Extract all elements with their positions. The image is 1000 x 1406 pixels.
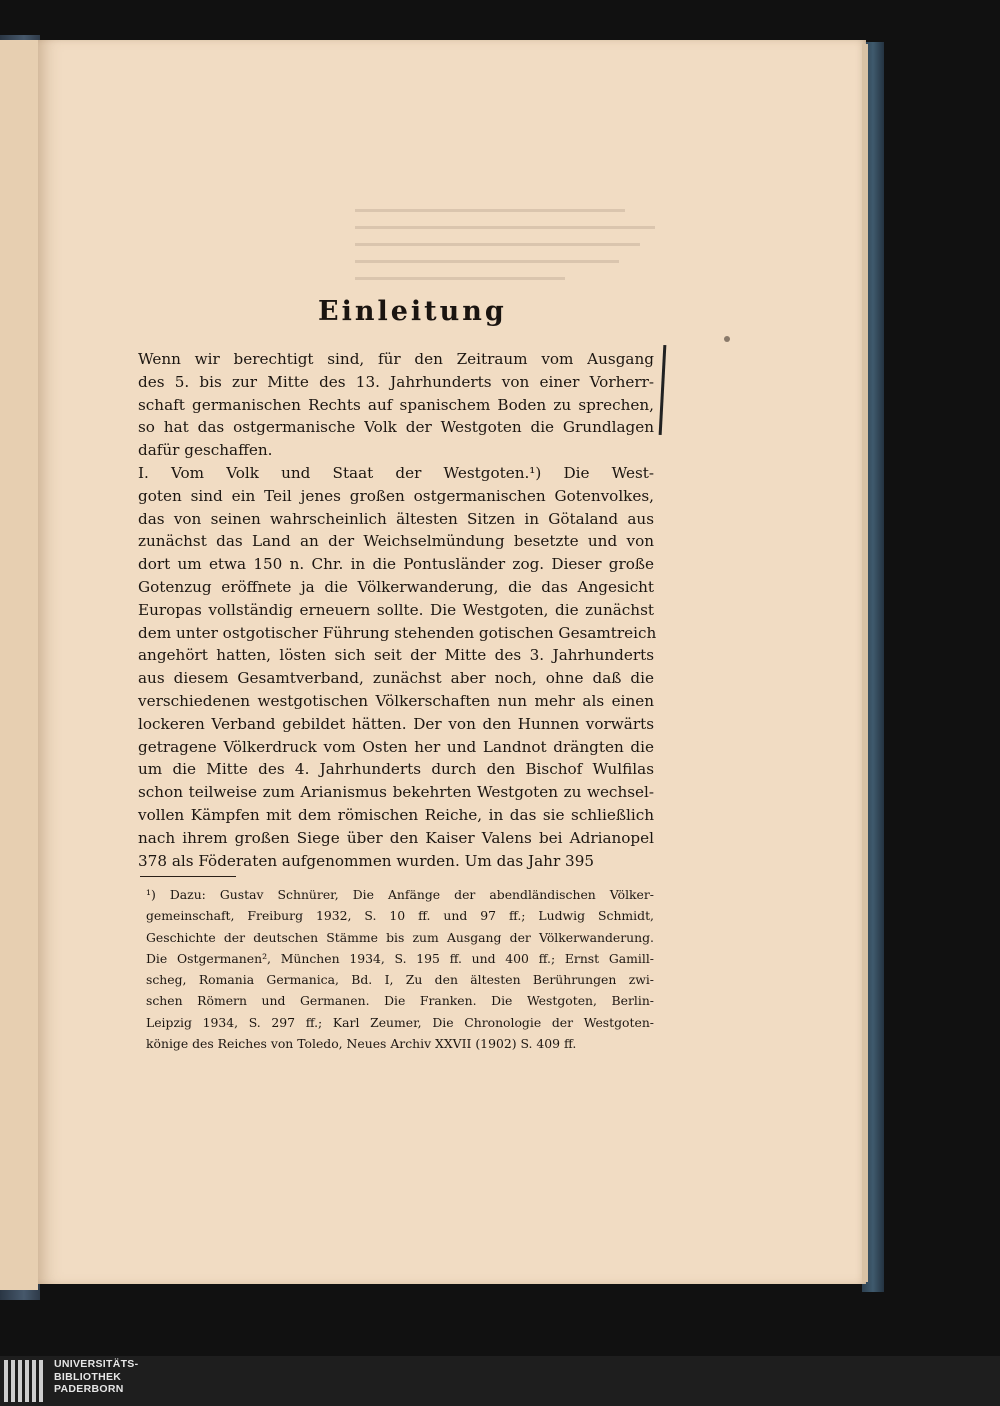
body-line: 378 als Föderaten aufgenommen wurden. Um das Jahr 395 bbox=[138, 851, 595, 870]
footnote-line: Leipzig 1934, S. 297 ff.; Karl Zeumer, Die Chronologie der Westgoten- bbox=[146, 1014, 654, 1030]
body-line: vollen Kämpfen mit dem römischen Reiche, in das sie schließlich bbox=[138, 805, 654, 824]
body-line: verschiedenen westgotischen Völkerschaften nun mehr als einen bbox=[138, 691, 654, 710]
page-fore-edge bbox=[862, 44, 868, 1282]
footnote-line: Geschichte der deutschen Stämme bis zum Ausgang der Völkerwanderung. bbox=[146, 929, 654, 945]
left-page-edge bbox=[0, 40, 38, 1290]
body-line: das von seinen wahrscheinlich ältesten Sitzen in Götaland aus bbox=[138, 509, 654, 528]
library-logo-text bbox=[54, 1358, 194, 1396]
library-logo-line: UNIVERSITÄTS- bbox=[54, 1358, 139, 1370]
footnote-line: scheg, Romania Germanica, Bd. I, Zu den ältesten Berührungen zwi- bbox=[146, 972, 654, 988]
body-line: Wenn wir berechtigt sind, für den Zeitraum vom Ausgang bbox=[138, 350, 654, 368]
library-logo-icon bbox=[4, 1360, 44, 1402]
body-line: zunächst das Land an der Weichselmündung besetzte und von bbox=[138, 532, 654, 551]
body-line: angehört hatten, lösten sich seit der Mitte des 3. Jahrhunderts bbox=[138, 646, 654, 665]
footnote-line: ¹) Dazu: Gustav Schnürer, Die Anfänge der abendländischen Völker- bbox=[146, 887, 654, 902]
body-line: dort um etwa 150 n. Chr. in die Pontusländer zog. Dieser große bbox=[138, 555, 654, 574]
body-line: des 5. bis zur Mitte des 13. Jahrhunderts von einer Vorherr- bbox=[138, 372, 654, 391]
chapter-title: Einleitung bbox=[318, 296, 507, 327]
body-line: goten sind ein Teil jenes großen ostgermanischen Gotenvolkes, bbox=[138, 486, 654, 505]
footnote-line: schen Römern und Germanen. Die Franken. Die Westgoten, Berlin- bbox=[146, 993, 654, 1009]
body-line: um die Mitte des 4. Jahrhunderts durch den Bischof Wulfilas bbox=[138, 760, 654, 779]
body-line: Europas vollständig erneuern sollte. Die Westgoten, die zunächst bbox=[138, 600, 654, 619]
footnote-line: Die Ostgermanen², München 1934, S. 195 ff. und 400 ff.; Ernst Gamill- bbox=[146, 950, 654, 966]
body-line: dafür geschaffen. bbox=[138, 441, 273, 460]
footnote-line: könige des Reiches von Toledo, Neues Archiv XXVII (1902) S. 409 ff. bbox=[146, 1036, 577, 1052]
library-logo-line: BIBLIOTHEK bbox=[54, 1370, 122, 1383]
footnote-separator bbox=[140, 876, 236, 877]
body-text bbox=[138, 348, 657, 872]
body-line: Gotenzug eröffnete ja die Völkerwanderung, die das Angesicht bbox=[138, 577, 654, 596]
library-logo-line: PADERBORN bbox=[54, 1383, 124, 1395]
body-line: schaft germanischen Rechts auf spanischem Boden zu sprechen, bbox=[138, 395, 654, 414]
body-line: lockeren Verband gebildet hätten. Der von den Hunnen vorwärts bbox=[138, 714, 654, 733]
body-line: dem unter ostgotischer Führung stehenden gotischen Gesamtreich bbox=[138, 623, 657, 642]
body-line: so hat das ostgermanische Volk der Westgoten die Grundlagen bbox=[138, 418, 654, 437]
paper-spot bbox=[724, 336, 730, 342]
footnote-text bbox=[146, 884, 654, 1054]
body-line: schon teilweise zum Arianismus bekehrten Westgoten zu wechsel- bbox=[138, 783, 654, 802]
body-line: I. Vom Volk und Staat der Westgoten.¹) Die West- bbox=[138, 463, 654, 482]
body-line: aus diesem Gesamtverband, zunächst aber noch, ohne daß die bbox=[138, 669, 654, 688]
body-line: nach ihrem großen Siege über den Kaiser Valens bei Adrianopel bbox=[138, 828, 654, 847]
body-line: getragene Völkerdruck vom Osten her und Landnot drängten die bbox=[138, 737, 654, 756]
footnote-line: gemeinschaft, Freiburg 1932, S. 10 ff. und 97 ff.; Ludwig Schmidt, bbox=[146, 908, 654, 924]
